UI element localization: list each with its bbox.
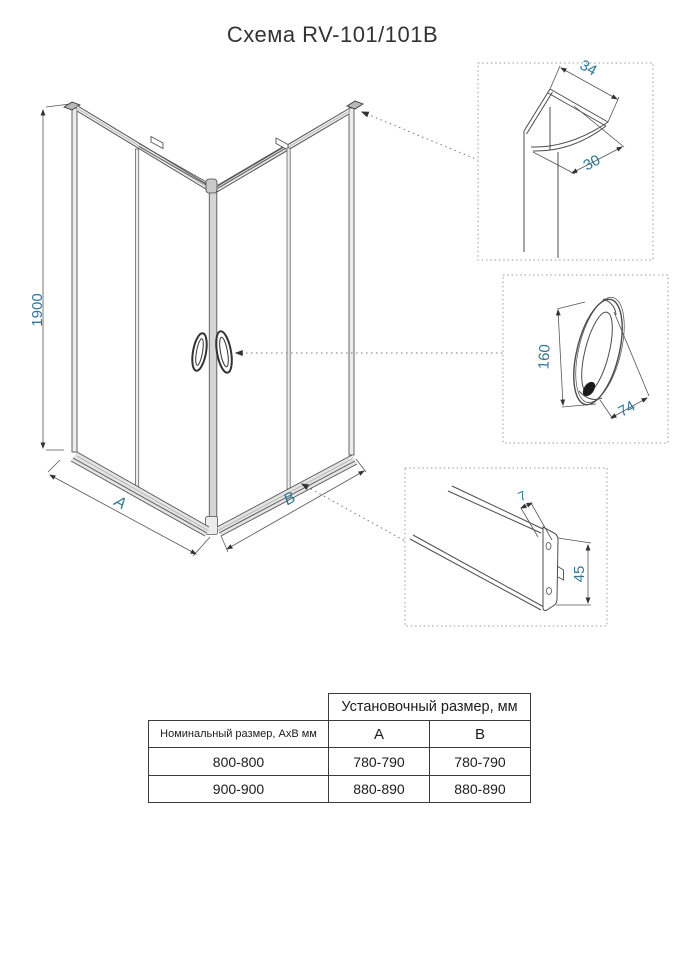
shower-enclosure-drawing — [64, 101, 363, 536]
leader-to-rail-detail — [302, 484, 405, 541]
dim-label-30: 30 — [580, 151, 604, 175]
install-size-b-cell: 880-890 — [430, 776, 531, 803]
dim-label-7: 7 — [515, 487, 529, 505]
install-size-a-cell: 780-790 — [329, 748, 430, 776]
table-col-b: B — [430, 721, 531, 748]
handle-detail — [503, 275, 668, 443]
install-size-b-cell: 780-790 — [430, 748, 531, 776]
top-rail-left — [77, 106, 209, 192]
left-wall-profile — [72, 105, 77, 452]
nominal-size-cell: 900-900 — [149, 776, 329, 803]
left-door-handle — [190, 332, 209, 372]
dimension-a — [48, 460, 210, 556]
nominal-size-cell: 800-800 — [149, 748, 329, 776]
dim-label-160: 160 — [535, 343, 554, 370]
table-spacer-cell — [149, 694, 329, 721]
bottom-rail-detail — [405, 468, 607, 626]
table-row — [149, 748, 531, 776]
wall-profile-detail — [478, 57, 653, 260]
dimension-1900 — [43, 104, 70, 450]
handle-detail-frame — [503, 275, 668, 443]
table-col-a: A — [329, 721, 430, 748]
corner-post-bottom-cap — [206, 517, 218, 535]
right-door-stile — [287, 148, 290, 489]
right-wall-profile — [349, 108, 354, 455]
install-size-a-cell: 880-890 — [329, 776, 430, 803]
corner-post — [209, 185, 217, 527]
wall-profile-detail-frame — [478, 63, 653, 260]
left-door-stile — [136, 149, 139, 487]
dim-label-a: A — [111, 493, 129, 514]
leader-lines — [236, 112, 503, 541]
table-row — [149, 776, 531, 803]
dim-label-74: 74 — [615, 397, 639, 421]
table-group-header: Установочный размер, мм — [329, 694, 531, 721]
corner-post-top-cap — [206, 179, 217, 193]
dim-label-b: B — [280, 489, 299, 510]
size-table — [148, 693, 531, 803]
dim-label-34: 34 — [576, 56, 600, 80]
dim-label-1900: 1900 — [29, 293, 46, 327]
leader-to-wall-profile-detail — [362, 112, 478, 160]
page-title: Схема RV-101/101B — [226, 22, 439, 47]
table-row-header: Номинальный размер, АхВ мм — [149, 721, 329, 748]
dim-label-45: 45 — [571, 565, 588, 583]
